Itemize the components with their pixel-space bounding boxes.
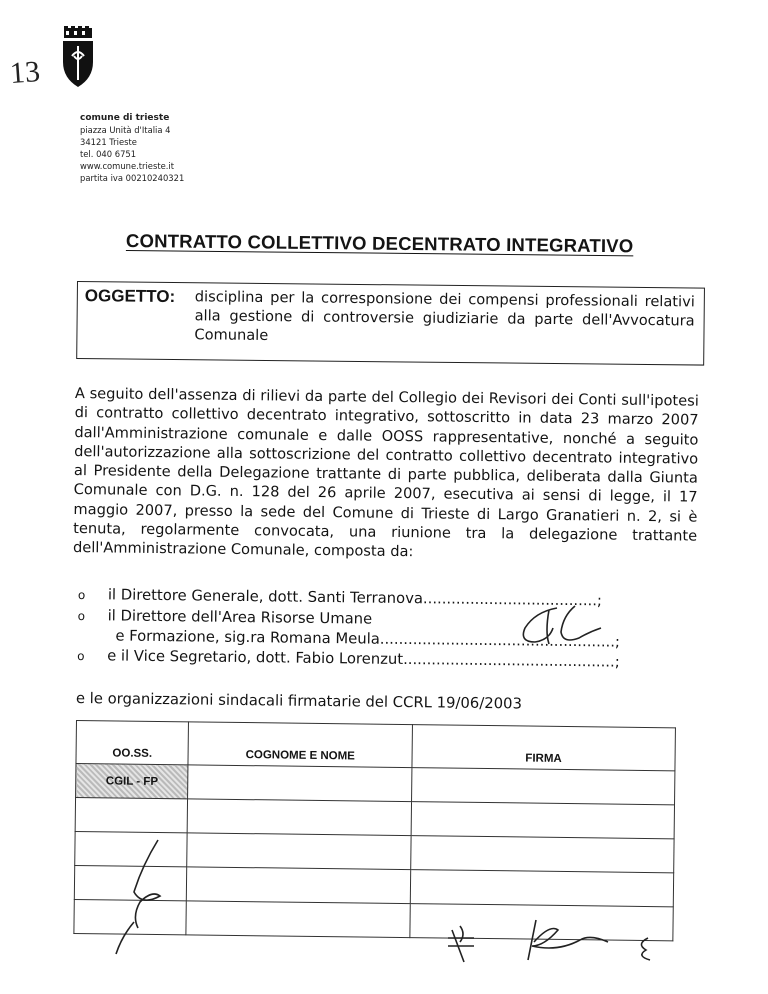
website: www.comune.trieste.it [80, 161, 175, 171]
name-cell [186, 901, 410, 938]
union-cell [75, 798, 188, 833]
signature-cell [410, 870, 673, 907]
subject-text: disciplina per la corresponsione dei compensi professionali relativi alla gestione di controversie giudiziarie da parte dell'Avvocatura Comunale [194, 288, 695, 345]
handwritten-signature [505, 598, 615, 658]
name-cell [187, 833, 411, 870]
list-bullet: o [77, 648, 85, 663]
attendee-text: e Formazione, sig.ra Romana Meula..................................................; [115, 627, 621, 651]
signature-cell [411, 802, 674, 839]
body-paragraph: A seguito dell'assenza di rilievi da parte del Collegio dei Revisori dei Conti sull'ipotesi di contratto collettivo decentrato integrativo, sottoscritto in data 23 marzo 2007 dall'Amministrazione comunale e dalle OOSS rappresentative, nonché a seguito dell'autorizzazione alla sottoscrizione del contratto collettivo decentrato integrativo al Presidente della Delegazione trattante di parte pubblica, deliberata dalla Giunta Comunale con D.G. n. 128 del 26 aprile 2007, esecutiva ai sensi di legge, il 17 maggio 2007, presso la sede del Comune di Trieste di Largo Granatieri n. 2, si è tenuta, regolarmente convocata, una riunione tra la delegazione trattante dell'Amministrazione Comunale, composta da: [72, 384, 699, 561]
postal-code-city: 34121 Trieste [80, 137, 137, 147]
signature-cell [411, 836, 674, 873]
coat-of-arms-icon [60, 26, 96, 88]
handwritten-initials-left [112, 836, 172, 956]
organization-name: comune di trieste [80, 113, 170, 123]
header-unions: OO.SS. [76, 721, 189, 765]
subject-label: OGGETTO: [84, 286, 176, 307]
attendee-text: il Direttore dell'Area Risorse Umane [107, 606, 373, 628]
union-cell: CGIL - FP [76, 764, 189, 799]
phone: tel. 040 6751 [80, 149, 137, 159]
name-cell [188, 799, 412, 836]
address: piazza Unità d'Italia 4 [80, 125, 171, 135]
table-header-row [76, 721, 675, 771]
page-number: 13 [8, 54, 42, 91]
letterhead [80, 112, 184, 184]
list-bullet: o [77, 608, 86, 623]
vat-number: partita iva 00210240321 [80, 173, 185, 183]
handwritten-initials-bottom [440, 912, 690, 972]
header-name: COGNOME E NOME [188, 722, 412, 768]
name-cell [187, 867, 411, 904]
attendee-text: il Direttore Generale, dott. Santi Terranova.....................................; [107, 586, 603, 610]
unions-intro: e le organizzazioni sindacali firmatarie del CCRL 19/06/2003 [75, 690, 523, 713]
name-cell [188, 765, 412, 802]
header-signature: FIRMA [412, 725, 676, 771]
document-title: CONTRATTO COLLETTIVO DECENTRATO INTEGRATIVO [125, 230, 634, 257]
signature-cell [411, 768, 674, 805]
list-bullet: o [77, 587, 86, 603]
subject-box [76, 281, 705, 366]
attendee-text: e il Vice Segretario, dott. Fabio Lorenzut.............................................; [107, 646, 620, 671]
